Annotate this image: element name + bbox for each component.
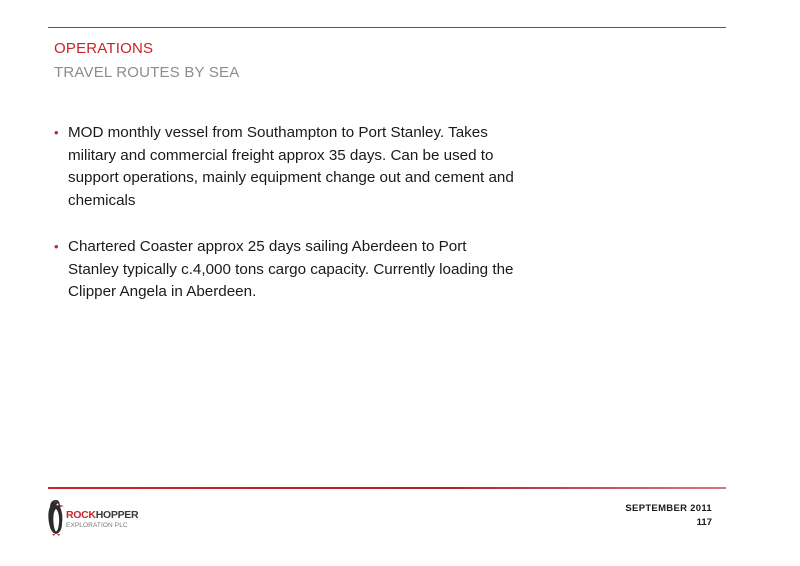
bullet-text: MOD monthly vessel from Southampton to Port Stanley. Takes military and commercial freight approx 35 days. Can be used to support operations, mainly equipment change out and cement and chemicals xyxy=(68,124,514,209)
header-divider xyxy=(48,27,726,28)
bullet-item xyxy=(54,122,514,212)
logo-subtitle: EXPLORATION PLC xyxy=(66,522,128,529)
footer-divider xyxy=(48,487,726,489)
slide-subtitle: TRAVEL ROUTES BY SEA xyxy=(54,64,240,81)
bullet-text: Chartered Coaster approx 25 days sailing Aberdeen to Port Stanley typically c.4,000 tons cargo capacity. Currently loading the Clipper Angela in Aberdeen. xyxy=(68,238,514,300)
bullet-list xyxy=(54,122,514,328)
penguin-icon xyxy=(45,497,67,537)
page-number: 117 xyxy=(696,517,712,528)
slide-title: OPERATIONS xyxy=(54,40,154,57)
company-logo xyxy=(45,497,145,537)
logo-wordmark: ROCKHOPPER xyxy=(66,509,139,521)
bullet-marker: • xyxy=(54,239,59,254)
bullet-item xyxy=(54,236,514,304)
bullet-marker: • xyxy=(54,125,59,140)
footer-date: SEPTEMBER 2011 xyxy=(625,503,712,514)
